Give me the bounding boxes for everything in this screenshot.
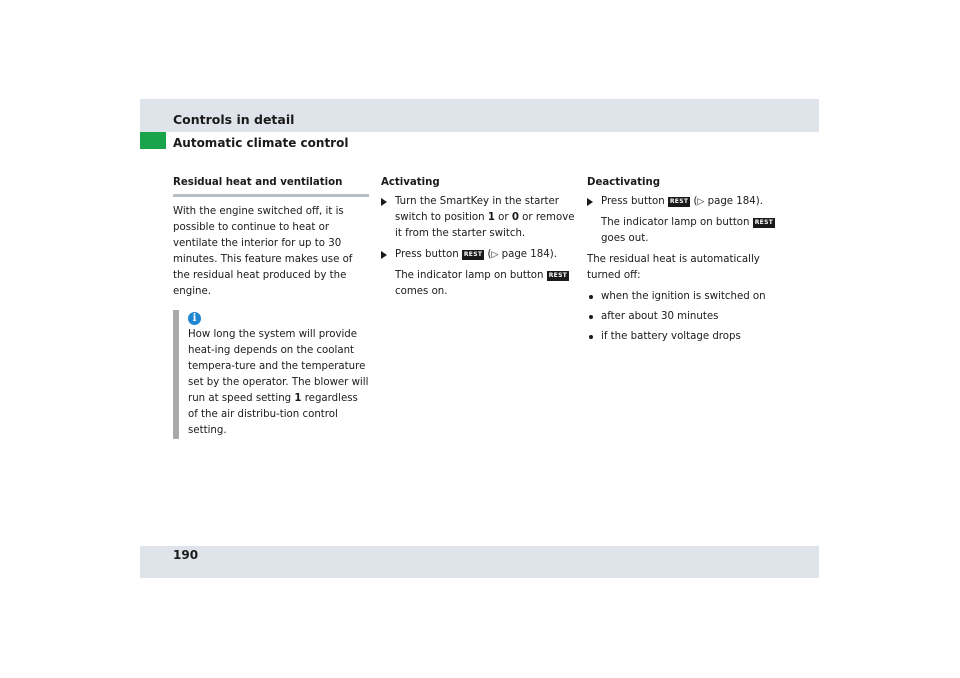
rest-button-icon: REST [669, 198, 689, 205]
result-text: The indicator lamp on button REST goes out. [601, 217, 774, 244]
column-2 [381, 175, 575, 305]
result-text: The indicator lamp on button REST comes on. [395, 270, 568, 297]
step-turn-key: Turn the SmartKey in the starter switch to position 1 or 0 or remove it from the starter switch. [381, 194, 575, 242]
section-title: Automatic climate control [173, 136, 349, 150]
step-press-button: Press button REST (▷ page 184). [587, 194, 787, 210]
bullet-icon [589, 335, 593, 339]
deactivating-heading: Deactivating [587, 177, 661, 188]
bullet-icon [589, 295, 593, 299]
page-number: 190 [173, 548, 199, 562]
rest-button-icon: REST [754, 219, 774, 226]
column-1 [173, 175, 369, 439]
chapter-title: Controls in detail [173, 112, 295, 127]
note-text: How long the system will provide heat-ing depends on the coolant tempera-ture and the temperature set by the operator. The blower will run at speed setting 1 regardless of the air distribu-tion control setting. [188, 329, 369, 436]
section-heading: Residual heat and ventilation [173, 175, 369, 197]
rest-button-icon: REST [548, 272, 568, 279]
info-note [173, 310, 369, 439]
step-arrow-icon [381, 198, 387, 206]
column-3 [587, 175, 787, 349]
rest-button-icon: REST [463, 251, 483, 258]
bullet-icon [589, 315, 593, 319]
list-item: after about 30 minutes [587, 309, 787, 325]
info-icon: i [188, 312, 201, 325]
list-item: if the battery voltage drops [587, 329, 787, 345]
activating-heading: Activating [381, 177, 440, 188]
page-ref-icon: ▷ [697, 197, 705, 207]
turn-off-text: The residual heat is automatically turned off: [587, 254, 760, 281]
step-press-button: Press button REST (▷ page 184). [381, 247, 575, 263]
step-arrow-icon [587, 198, 593, 206]
list-item: when the ignition is switched on [587, 289, 787, 305]
step-arrow-icon [381, 251, 387, 259]
footer-bar [140, 546, 819, 578]
intro-paragraph: With the engine switched off, it is possible to continue to heat or ventilate the interior for up to 30 minutes. This feature makes use of the residual heat produced by the engine. [173, 206, 353, 297]
page-ref-icon: ▷ [491, 250, 499, 260]
section-marker [140, 132, 166, 149]
